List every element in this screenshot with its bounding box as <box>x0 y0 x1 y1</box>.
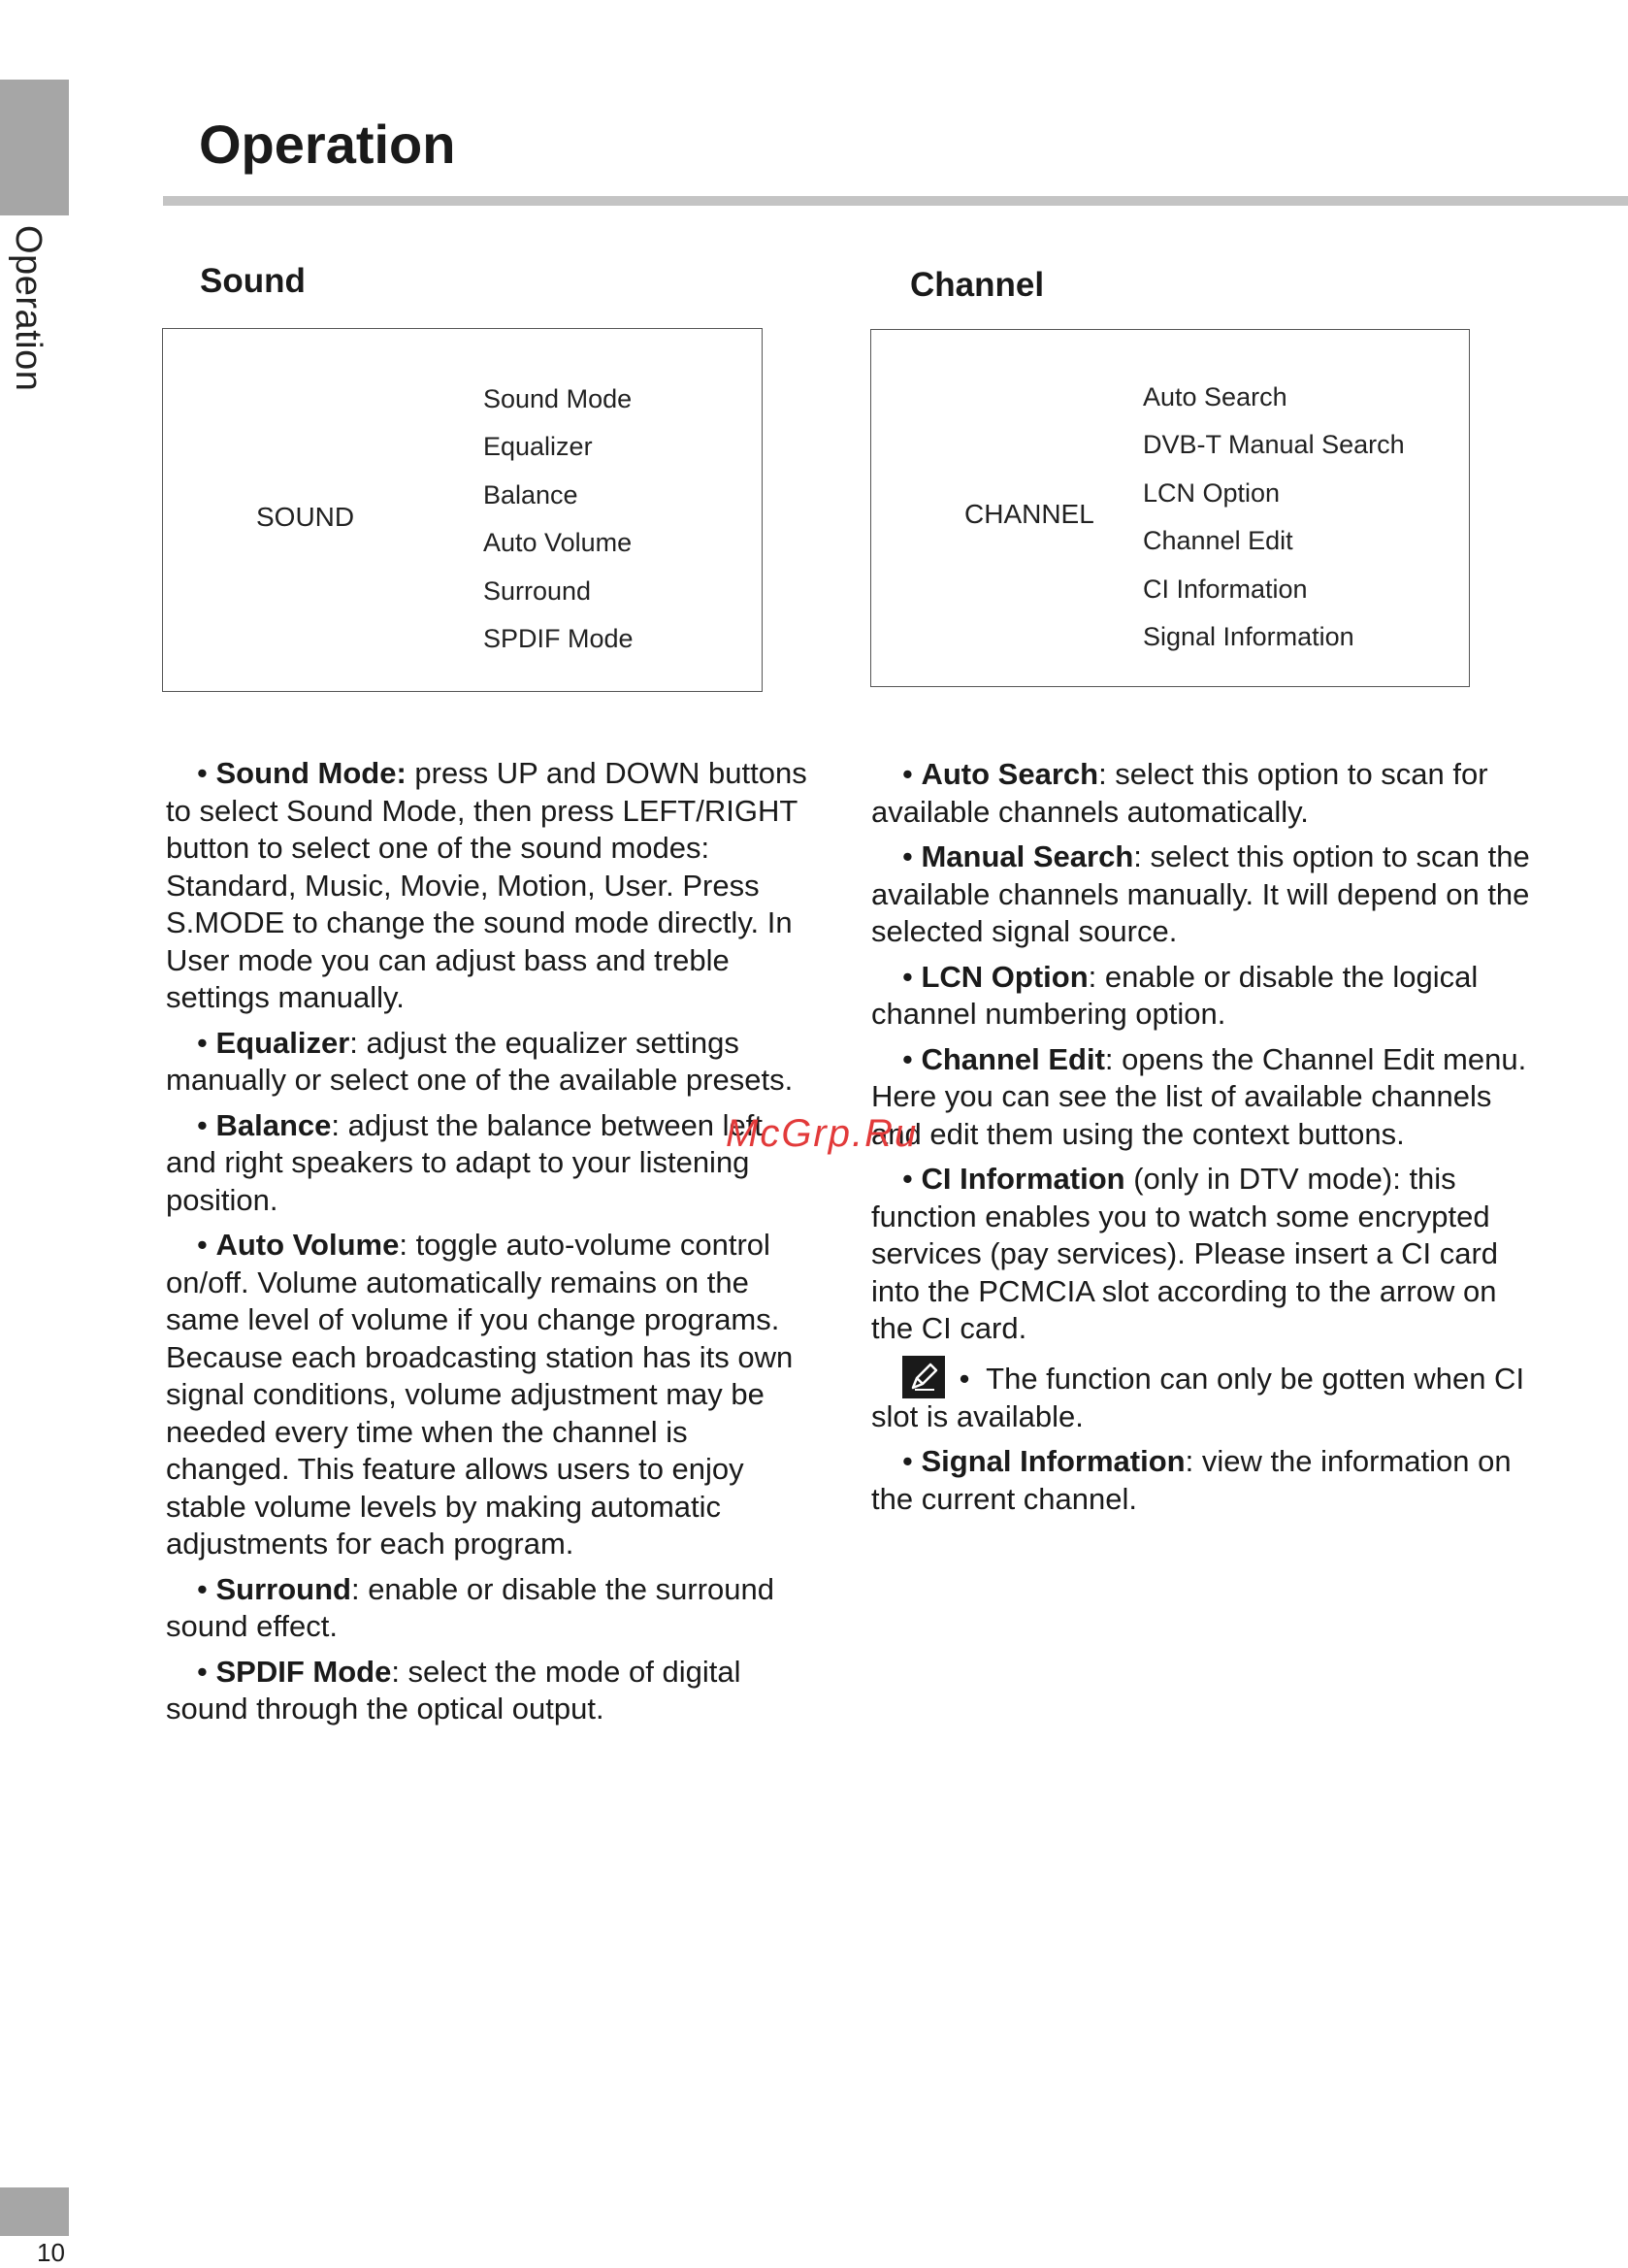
side-tab-marker <box>0 80 69 215</box>
sound-heading: Sound <box>200 262 306 300</box>
note-paragraph: • The function can only be gotten when CI slot is available. <box>871 1356 1531 1436</box>
channel-paragraph: • Signal Information: view the information on the current channel. <box>871 1444 1512 1516</box>
channel-paragraph: • Channel Edit: opens the Channel Edit menu. Here you can see the list of available channels and edit them using the context buttons. <box>871 1041 1527 1151</box>
channel-menu-item: CI Information <box>1143 574 1308 604</box>
channel-menu-list <box>1143 374 1405 661</box>
channel-paragraph: • LCN Option: enable or disable the logical channel numbering option. <box>871 959 1479 1031</box>
channel-menu-item: LCN Option <box>1143 477 1281 508</box>
sound-menu-item: Surround <box>483 575 592 606</box>
sound-paragraph: • Auto Volume: toggle auto-volume control on/off. Volume automatically remains on the same level of volume if you change programs. Because each broadcasting station has its own signal conditions, volume adjustment may be needed every time when the channel is changed. This feature allows users to enjoy stable volume levels by making automatic adjustments for each program. <box>166 1228 794 1561</box>
channel-paragraph: • Auto Search: select this option to scan for available channels automatically. <box>871 757 1488 829</box>
sound-paragraph: • SPDIF Mode: select the mode of digital sound through the optical output. <box>166 1654 741 1726</box>
sound-menu-root: SOUND <box>256 502 355 532</box>
sound-menu-box <box>162 328 763 692</box>
channel-heading: Channel <box>910 266 1045 304</box>
sound-menu-item: Sound Mode <box>483 384 633 413</box>
channel-menu-item: Channel Edit <box>1143 526 1293 556</box>
sound-paragraph: • Balance: adjust the balance between left and right speakers to adapt to your listening position. <box>166 1107 764 1217</box>
sound-paragraph: • Surround: enable or disable the surround sound effect. <box>166 1571 774 1643</box>
page-tab-marker <box>0 2187 69 2236</box>
sound-paragraph: • Equalizer: adjust the equalizer settings manually or select one of the available presets. <box>166 1025 794 1097</box>
channel-menu-item: Auto Search <box>1143 382 1287 411</box>
sound-description-column <box>166 755 816 1736</box>
sound-paragraph: • Sound Mode: press UP and DOWN buttons to select Sound Mode, then press LEFT/RIGHT button to select one of the sound modes: Standard, Music, Movie, Motion, User. Press S.MODE to change the sound mode directly. In User mode you can adjust bass and treble settings manually. <box>166 756 807 1014</box>
channel-menu-item: DVB-T Manual Search <box>1143 430 1405 460</box>
sound-menu-item: Balance <box>483 479 578 509</box>
sound-menu-item: SPDIF Mode <box>483 623 634 653</box>
sound-menu-item: Auto Volume <box>483 528 633 558</box>
channel-menu-root: CHANNEL <box>964 499 1094 529</box>
channel-paragraph: • Manual Search: select this option to scan the available channels manually. It will depend on the selected signal source. <box>871 839 1530 948</box>
channel-paragraph: • CI Information (only in DTV mode): this function enables you to watch some encrypted services (pay services). Please insert a CI card into the PCMCIA slot according to the arrow on the CI card. <box>871 1162 1499 1345</box>
channel-description-column <box>871 756 1531 1526</box>
sound-menu-list <box>483 376 634 663</box>
note-text: The function can only be gotten when CI slot is available. <box>871 1361 1525 1433</box>
page-title: Operation <box>199 114 456 175</box>
sound-menu-item: Equalizer <box>483 432 593 462</box>
channel-menu-box <box>870 329 1470 687</box>
side-section-label: Operation <box>8 225 49 392</box>
channel-menu-item: Signal Information <box>1143 621 1354 651</box>
note-pencil-icon <box>902 1356 945 1398</box>
watermark: McGrp.Ru <box>726 1112 919 1155</box>
page-number: 10 <box>37 2238 65 2267</box>
title-rule <box>163 196 1628 206</box>
